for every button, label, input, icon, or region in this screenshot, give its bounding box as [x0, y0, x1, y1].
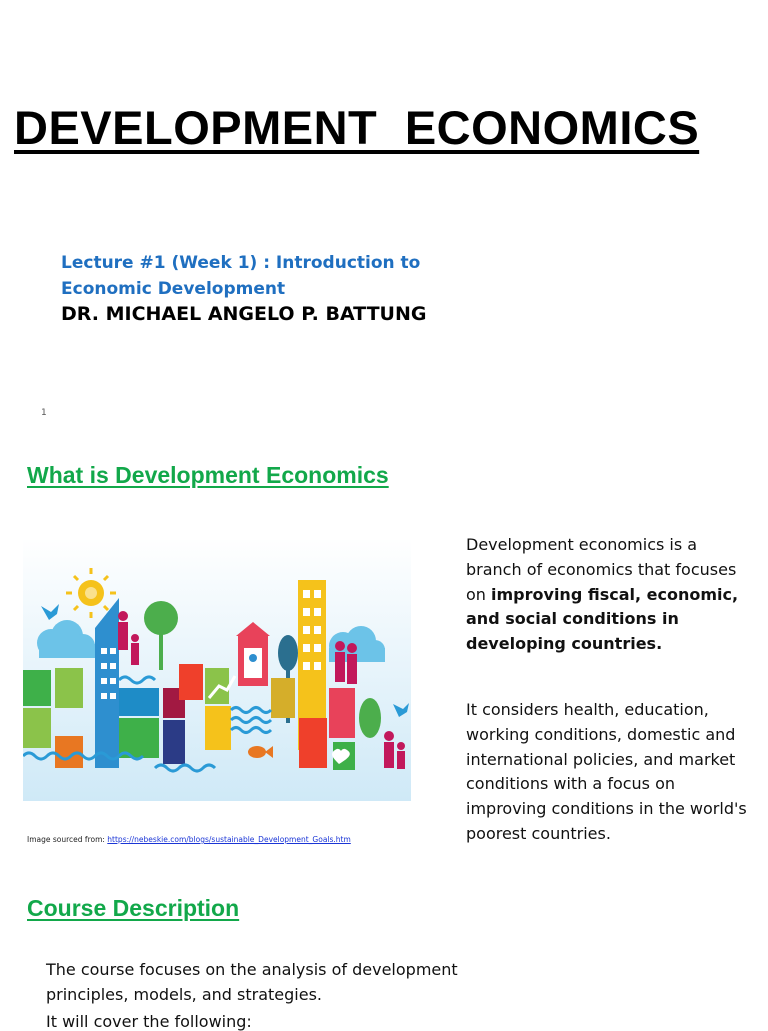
course-description-text: The course focuses on the analysis of development principles, models, and strategies. [46, 960, 458, 1004]
sustainable-development-illustration [23, 538, 411, 801]
definition-text: Development economics is a branch of economics that focuses on [466, 535, 737, 604]
definition-emphasis: improving fiscal, economic, and social conditions in developing countries. [466, 584, 739, 654]
document-title: DEVELOPMENT ECONOMICS [14, 101, 700, 154]
tree-icon [359, 698, 381, 738]
course-description-continuation: It will cover the following: [46, 1012, 252, 1031]
slide-number: 1 [41, 408, 47, 418]
image-caption [27, 835, 351, 844]
section-heading-course-description: Course Description [27, 895, 240, 921]
section-heading-what-is: What is Development Economics [27, 462, 389, 488]
caption-prefix: Image sourced from: [27, 835, 108, 844]
considerations-paragraph: It considers health, education, working conditions, domestic and international policies, and market conditions with a focus on improving conditions in the world's poorest countries. [466, 700, 747, 843]
lecture-subtitle: Lecture #1 (Week 1) : Introduction to Economic Development [61, 253, 421, 299]
image-source-link[interactable]: https://nebeskie.com/blogs/sustainable_Development_Goals.htm [107, 835, 351, 844]
definition-paragraph [466, 533, 751, 657]
author-name: DR. MICHAEL ANGELO P. BATTUNG [61, 303, 427, 325]
